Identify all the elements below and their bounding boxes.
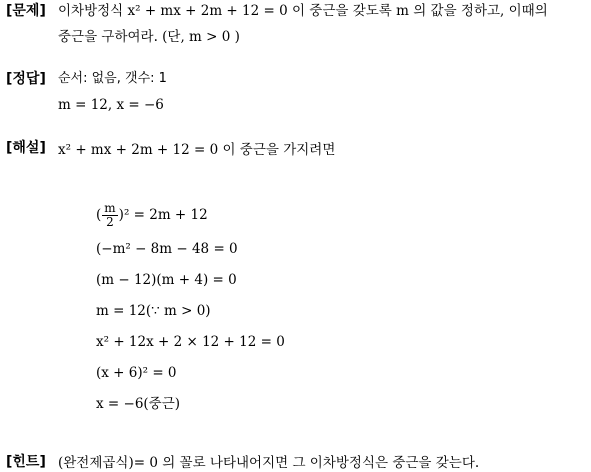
solution-step-1: (−m² − 8m − 48 = 0 [96, 241, 238, 257]
fraction-numerator: m [104, 201, 116, 215]
solution-step-4: x² + 12x + 2 × 12 + 12 = 0 [96, 334, 285, 350]
solution-fraction-equation [96, 200, 208, 230]
problem-text-line-1: 이차방정식 x² + mx + 2m + 12 = 0 이 중근을 갖도록 m 의 값을 정하고, 이때의 [58, 3, 548, 19]
fraction-denominator: 2 [106, 215, 114, 229]
answer-text-line-1: 순서: 없음, 갯수: 1 [58, 71, 167, 86]
hint-text: (완전제곱식)= 0 의 꼴로 나타내어지면 그 이차방정식은 중근을 갖는다. [58, 455, 480, 471]
fraction-rest: )² = 2m + 12 [118, 207, 208, 223]
solution-step-3: m = 12(∵ m > 0) [96, 303, 211, 319]
solution-step-2: (m − 12)(m + 4) = 0 [96, 272, 237, 288]
hint-label: [힌트] [6, 454, 46, 470]
answer-text-line-2: m = 12, x = −6 [58, 97, 164, 113]
solution-step-5: (x + 6)² = 0 [96, 365, 177, 381]
fraction-open-paren: ( [96, 207, 102, 223]
solution-step-6: x = −6(중근) [96, 396, 181, 412]
fraction-m-over-2 [102, 202, 117, 229]
solution-intro: x² + mx + 2m + 12 = 0 이 중근을 가지려면 [58, 142, 336, 158]
problem-label: [문제] [6, 3, 46, 19]
problem-text-line-2: 중근을 구하여라. (단, m > 0 ) [58, 29, 240, 45]
answer-label: [정답] [6, 71, 46, 87]
solution-label: [해설] [6, 140, 46, 156]
